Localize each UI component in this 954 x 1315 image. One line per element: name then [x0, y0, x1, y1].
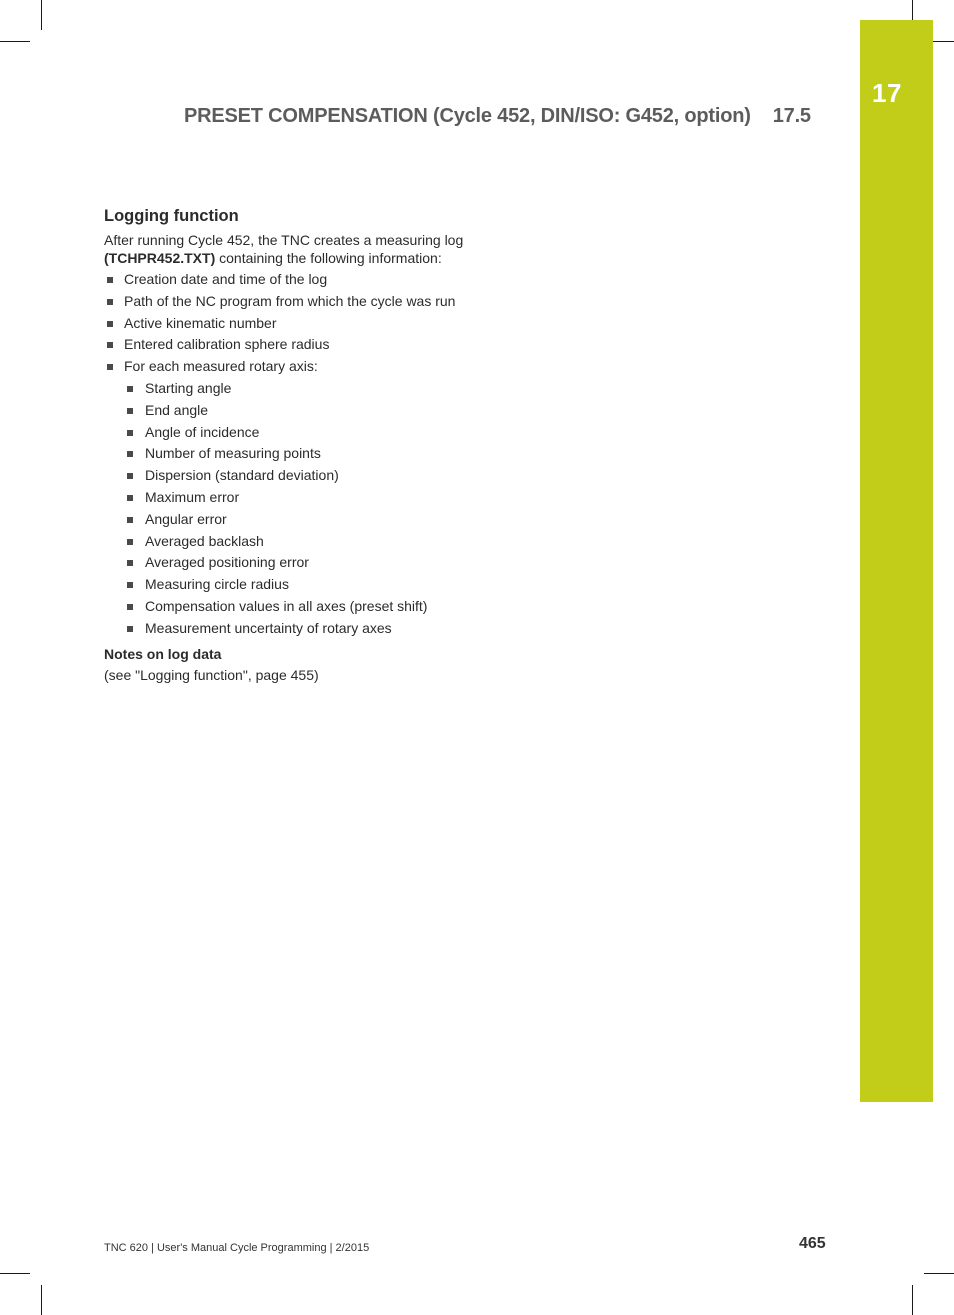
list-item: Path of the NC program from which the cycle was run — [104, 291, 524, 313]
sublist-item: Averaged positioning error — [124, 552, 524, 574]
list-item: Creation date and time of the log — [104, 269, 524, 291]
sublist-item: Starting angle — [124, 378, 524, 400]
sublist-item: Compensation values in all axes (preset shift) — [124, 596, 524, 618]
square-bullet-icon — [127, 451, 133, 457]
square-bullet-icon — [127, 386, 133, 392]
square-bullet-icon — [127, 430, 133, 436]
crop-mark — [41, 0, 42, 30]
footer-text: TNC 620 | User's Manual Cycle Programming | 2/2015 — [104, 1242, 370, 1254]
square-bullet-icon — [127, 560, 133, 566]
section-heading: Logging function — [104, 207, 239, 225]
crop-mark — [41, 1285, 42, 1315]
crop-mark — [0, 41, 30, 42]
sublist-item: Maximum error — [124, 487, 524, 509]
crop-mark — [924, 1273, 954, 1274]
sublist-item: Dispersion (standard deviation) — [124, 465, 524, 487]
log-file-name: (TCHPR452.TXT) — [104, 250, 216, 266]
square-bullet-icon — [127, 539, 133, 545]
sublist-item: Measuring circle radius — [124, 574, 524, 596]
crop-mark — [0, 1273, 30, 1274]
sublist-item: Number of measuring points — [124, 443, 524, 465]
square-bullet-icon — [107, 321, 113, 327]
chapter-number: 17 — [872, 78, 902, 108]
square-bullet-icon — [127, 604, 133, 610]
sublist-item: Angular error — [124, 509, 524, 531]
header-section-number: 17.5 — [772, 105, 811, 127]
crop-mark — [912, 1285, 913, 1315]
sublist-item: End angle — [124, 400, 524, 422]
intro-paragraph — [104, 231, 524, 267]
square-bullet-icon — [107, 299, 113, 305]
square-bullet-icon — [127, 517, 133, 523]
main-content — [104, 206, 524, 684]
square-bullet-icon — [127, 495, 133, 501]
square-bullet-icon — [107, 364, 113, 370]
square-bullet-icon — [107, 342, 113, 348]
chapter-tab — [860, 20, 933, 1102]
square-bullet-icon — [127, 473, 133, 479]
square-bullet-icon — [127, 582, 133, 588]
square-bullet-icon — [127, 626, 133, 632]
sublist-item: Measurement uncertainty of rotary axes — [124, 618, 524, 640]
rotary-axis-sublist — [124, 378, 524, 640]
page-number: 465 — [799, 1235, 826, 1252]
sublist-item: Angle of incidence — [124, 422, 524, 444]
log-contents-list — [104, 269, 524, 640]
intro-line-2: containing the following information: — [215, 250, 442, 266]
running-header — [184, 103, 811, 129]
notes-cross-reference: (see "Logging function", page 455) — [104, 666, 319, 683]
header-title: PRESET COMPENSATION (Cycle 452, DIN/ISO: G452, option) — [184, 105, 751, 127]
sublist-item: Averaged backlash — [124, 531, 524, 553]
notes-heading: Notes on log data — [104, 645, 222, 662]
list-item: For each measured rotary axis: Starting angle End angle Angle of incidence Number of measuring points Dispersion (standard deviation) Maximum error Angular error Averaged backlash Averaged positioning error Measuring circle radius Compensation values in all axes (preset shift) Measurement uncertainty of rotary axes — [104, 356, 524, 639]
square-bullet-icon — [127, 408, 133, 414]
list-item: Active kinematic number — [104, 313, 524, 335]
square-bullet-icon — [107, 277, 113, 283]
list-item: Entered calibration sphere radius — [104, 334, 524, 356]
intro-line-1: After running Cycle 452, the TNC creates a measuring log — [104, 232, 464, 248]
